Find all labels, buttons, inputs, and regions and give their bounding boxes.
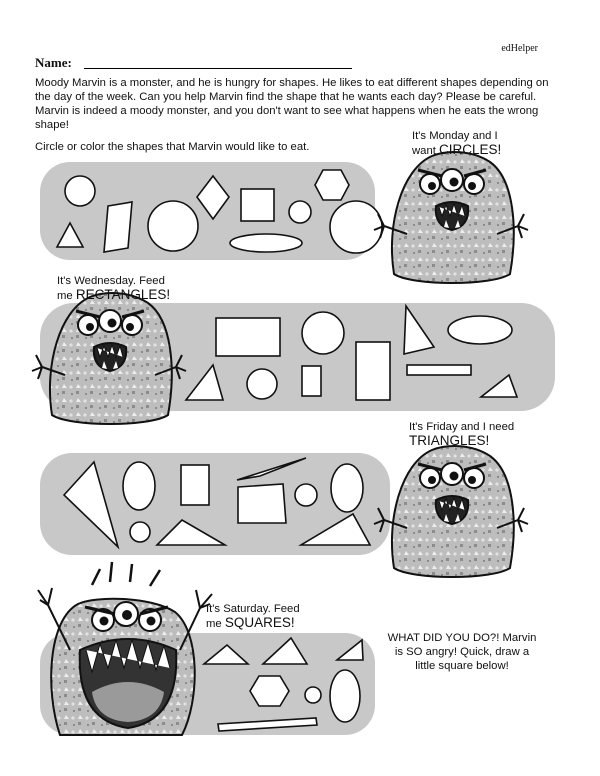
angry-monster	[38, 562, 212, 735]
speech-line: It's Saturday. Feed	[206, 603, 300, 615]
shape-circle[interactable]	[130, 522, 150, 542]
shape-ellipse[interactable]	[330, 670, 360, 722]
shape-rectangle[interactable]	[407, 365, 471, 375]
name-label: Name:	[35, 55, 72, 70]
instruction-text: Circle or color the shapes that Marvin would like to eat.	[35, 141, 310, 153]
target-shape-label: TRIANGLES!	[409, 433, 490, 448]
speech-line: It's Wednesday. Feed	[57, 275, 165, 287]
shape-circle[interactable]	[302, 312, 344, 354]
angry-line: little square below!	[415, 660, 509, 672]
target-shape-label: CIRCLES!	[439, 142, 502, 157]
shape-hexagon[interactable]	[250, 676, 289, 706]
intro-paragraph: Moody Marvin is a monster, and he is hungry for shapes. He likes to eat different shapes depending on the day of the week. Can you help Marvin find the shape that he wants each day? Please be careful. Marvin is indeed a moody monster, and you don't want to see what happens when he eats the wrong shape!	[35, 77, 549, 131]
shape-rectangle[interactable]	[356, 342, 390, 400]
target-shape-label: SQUARES!	[224, 615, 295, 630]
target-shape-label: RECTANGLES!	[75, 287, 171, 302]
shape-ellipse[interactable]	[230, 234, 302, 252]
shape-circle[interactable]	[289, 201, 311, 223]
speech-line: me	[57, 290, 73, 302]
speech-friday	[409, 420, 514, 448]
shape-ellipse[interactable]	[123, 462, 155, 510]
monster-friday	[374, 446, 528, 577]
shape-circle[interactable]	[148, 201, 198, 251]
shape-rectangle[interactable]	[302, 366, 321, 396]
speech-wednesday	[57, 274, 170, 303]
speech-line: me	[206, 618, 222, 630]
angry-line: WHAT DID YOU DO?! Marvin	[387, 632, 537, 644]
speech-line: want	[412, 145, 436, 157]
shape-circle[interactable]	[305, 687, 321, 703]
shape-square[interactable]	[181, 465, 209, 505]
angry-line: is SO angry! Quick, draw a	[394, 646, 530, 658]
speech-line: It's Monday and I	[412, 130, 498, 142]
shape-quadrilateral[interactable]	[238, 484, 286, 523]
shape-rectangle[interactable]	[104, 202, 132, 252]
monster-monday	[374, 152, 528, 283]
shape-ellipse[interactable]	[448, 316, 512, 344]
speech-monday	[412, 129, 501, 158]
shape-ellipse[interactable]	[331, 464, 363, 512]
speech-line: It's Friday and I need	[409, 421, 515, 433]
shape-circle[interactable]	[247, 369, 277, 399]
shape-square[interactable]	[241, 189, 274, 221]
shape-rectangle[interactable]	[216, 318, 280, 356]
brand-label: edHelper	[501, 43, 538, 54]
shape-circle[interactable]	[330, 201, 382, 253]
shape-circle[interactable]	[65, 176, 95, 206]
angry-message	[382, 631, 542, 673]
shape-circle[interactable]	[295, 484, 317, 506]
speech-saturday	[206, 602, 300, 631]
shape-hexagon[interactable]	[315, 170, 349, 200]
